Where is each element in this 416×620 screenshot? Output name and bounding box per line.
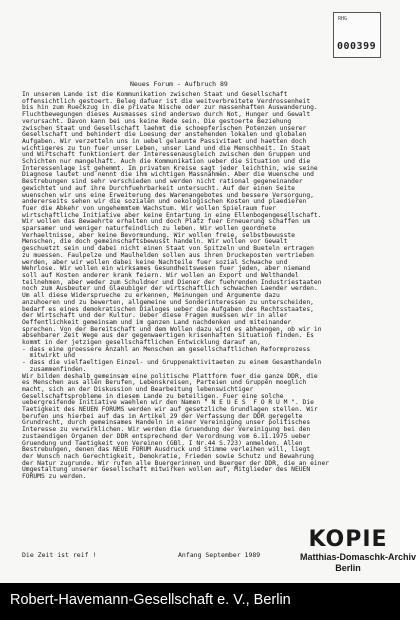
- document-line: Oeffentlichkeit gemeinsam und im ganzen Land nachdenken und miteinander: [22, 318, 292, 326]
- document-line: Schichten nur mangelhaft. Auch die Kommunikation ueber die Situation und die: [22, 158, 311, 166]
- document-line: Fluchtbewegungen dieses Ausmasses sind anderswo durch Not, Hunger und Gewalt: [22, 111, 311, 119]
- document-line: Gruendung und Taetigkeit von Vereinen (GBl. I Nr.44 S.723) anmelden. Allen: [22, 439, 303, 447]
- document-line: zu muessen. Faulpelze und Maulhelden sollen aus ihren Druckeposten vertrieben: [22, 251, 314, 259]
- kopie-stamp-title: KOPIE: [308, 527, 388, 552]
- document-line: bis hin zum Rueckzug in die private Nische oder zur massenhaften Auswanderung.: [22, 104, 318, 112]
- document-line: berufen uns hierbei auf das im Artikel 29 der Verfassung der DDR geregelte: [22, 412, 303, 420]
- document-line: mitwirkt und: [22, 352, 76, 360]
- archive-number-stamp: [333, 12, 381, 58]
- document-line: teilnehmen, aber weder zum Schuldner und Diener der fuehrenden Industriestaaten: [22, 278, 322, 286]
- document-line: der Wirtschaft und der Kultur. Ueber diese Fragen muessen wir in aller: [22, 312, 288, 320]
- document-line: und Wirtschaft funktioniert der Interessenausgleich zwischen den Gruppen und: [22, 151, 311, 159]
- document-line: zustaendigen Organen der DDR entsprechend der Verordnung vom 6.11.1975 ueber: [22, 432, 311, 440]
- document-line: soll auf Kosten anderer krank feiern. Wir wollen an Export und Welthandel: [22, 271, 299, 279]
- document-line: Diagnose lautet und nennt die ihm wichtigen Massnahmen. Aber die Wuensche und: [22, 171, 314, 179]
- document-signoff: Die Zeit ist reif !: [22, 551, 97, 559]
- document-line: Aufgaben. Wir verzetteln uns in uebel gelaunte Passivitaet und haetten doch: [22, 137, 307, 145]
- document-line: Interessenlage ist gehemmt. Im privaten Kreise sagt jeder leichthin, wie seine: [22, 164, 318, 172]
- document-line: Grundrecht, durch gemeinsames Handeln in einer Vereinigung unser politisches: [22, 419, 311, 427]
- document-line: werden, aber wir wollen dabei keine Nachteile fuer sozial Schwache und: [22, 258, 288, 266]
- document-line: - dass eine groessere Anzahl an Menschen am gesellschaftlichen Reformprozess: [22, 345, 311, 353]
- document-line: uebergreifende Initiative waehlen wir den Namen " N E U E S F O R U M ". Die: [22, 399, 314, 407]
- document-line: sparsamer und weniger naturfeindlich zu leben. Wir wollen geordnete: [22, 225, 277, 233]
- document-heading: Neues Forum - Aufbruch 89: [130, 80, 228, 88]
- document-line: sprechen. Von der Bereitschaft und dem Wollen dazu wird es abhaengen, ob wir in: [22, 325, 322, 333]
- document-line: In unserem Lande ist die Kommunikation zwischen Staat und Gesellschaft: [22, 91, 288, 98]
- document-line: Interesse zu verwirklichen. Wir werden die Gruendung der Vereinigung bei den: [22, 426, 311, 434]
- document-line: zusammenfinden.: [22, 365, 87, 373]
- document-body: [22, 92, 374, 481]
- document-line: anzuhoeren und zu bewerten, allgemeine und Sonderinteressen zu unterscheiden,: [22, 298, 314, 306]
- document-line: FORUMS zu werden.: [22, 473, 87, 481]
- document-line: der Natur zugrunde. Wir rufen alle Buergerinnen und Buerger der DDR, die an einer: [22, 459, 330, 467]
- document-line: wichtigeres zu tun fuer unser Leben, unser Land und die Menschheit. In Staat: [22, 144, 311, 152]
- document-line: absehbarer Zeit Wege aus der gegenwaertigen krisenhaften Situation finden. Es: [22, 332, 314, 340]
- document-line: geschuetzt sein und dabei nicht einen Staat von Spitzeln und Bueteln ertragen: [22, 245, 314, 253]
- document-line: - dass die vielfaeltigen Einzel- und Gruppenaktivitaeten zu einem Gesamthandeln: [22, 359, 322, 367]
- document-line: Taetigkeit des NEUEN FORUMS werden wir auf gesetzliche Grundlagen stellen. Wir: [22, 406, 318, 414]
- archive-stamp-number: 000399: [337, 41, 377, 52]
- document-line: gewichtet und auf ihre Durchfuehrbarkeit untersucht. Auf der einen Seite: [22, 184, 295, 192]
- kopie-stamp: [300, 527, 416, 580]
- document-line: Wir bilden deshalb gemeinsam eine politische Plattform fuer die ganze DDR, die: [22, 372, 318, 380]
- document-line: Verhaeltnisse, aber keine Bevormundung. Wir wollen freie, selbstbewusste: [22, 231, 295, 239]
- document-line: macht, sich an der Diskussion und Bearbeitung lebenswichtiger: [22, 385, 254, 393]
- document-line: Bestrebungen, denen das NEUE FORUM Ausdruck und Stimme verleihen will, liegt: [22, 446, 311, 454]
- document-line: zwischen Staat und Gesellschaft laehmt die schoepferischen Potenzen unserer: [22, 124, 307, 132]
- document-dateline: Anfang September 1989: [178, 551, 261, 559]
- kopie-stamp-archive-name: Matthias-Domaschk-Archiv: [300, 552, 416, 562]
- document-line: Wir wollen das Bewaehrte erhalten und doch Platz fuer Erneuerung schaffen um: [22, 218, 311, 226]
- document-line: fuer die Abkehr von ungehemmtem Wachstum. Wir wollen Spielraum fuer: [22, 204, 277, 212]
- document-line: kommt in der jetzigen gesellschaftlichen Entwicklung darauf an,: [22, 339, 261, 347]
- document-line: wirtschaftliche Initiative aber keine Entartung in eine Ellenbogengesellschaft.: [22, 211, 322, 219]
- document-line: Um all diese Widersprueche zu erkennen, Meinungen und Argumente dazu: [22, 292, 280, 300]
- document-line: Wehrlose. Wir wollen ein wirksames Gesundheitswesen fuer jeden, aber niemand: [22, 265, 311, 273]
- kopie-stamp-city: Berlin: [335, 563, 361, 573]
- document-line: bedarf es eines demokratischen Dialoges ueber die Aufgaben des Rechtsstaates,: [22, 305, 314, 313]
- document-line: offensichtlich gestoert. Beleg dafuer ist die weitverbreitete Verdrossenheit: [22, 97, 311, 105]
- document-line: verursacht. Davon kann bei uns keine Rede sein. Die gestoerte Beziehung: [22, 117, 292, 125]
- document-line: der Wunsch nach Gerechtigkeit, Demokratie, Frieden sowie Schutz und Bewahrung: [22, 452, 314, 460]
- document-line: Menschen, die doch gemeinschaftsbewusst handeln. Wir wollen vor Gewalt: [22, 238, 288, 246]
- document-line: Bestrebungen sind sehr verschieden und werden nicht rational gegeneinander: [22, 178, 303, 186]
- archive-stamp-label: RHG: [338, 16, 348, 22]
- document-line: wuenschen wir uns eine Erweiterung des Warenangebotes und bessere Versorgung,: [22, 191, 314, 199]
- document-line: Gesellschaft und behindert die Loesung der anstehenden lokalen und globalen: [22, 131, 307, 139]
- document-line: Gesellschaftsprobleme in diesem Lande zu beteiligen. Fuer eine solche: [22, 392, 284, 400]
- footer-bar: [0, 583, 400, 620]
- footer-credit: Robert-Havemann-Gesellschaft e. V., Berlin: [10, 592, 291, 608]
- document-line: es Menschen aus allen Berufen, Lebenskreisen, Parteien und Gruppen moeglich: [22, 379, 307, 387]
- document-line: Umgestaltung unserer Gesellschaft mitwirken wollen auf, Mitglieder des NEUEN: [22, 466, 311, 474]
- document-line: andererseits sehen wir die sozialen und oekologischen Kosten und plaedieren: [22, 198, 307, 206]
- document-line: noch zum Ausbeuter und Glaeubiger der wirtschaftlich schwachen Laender werden.: [22, 285, 318, 293]
